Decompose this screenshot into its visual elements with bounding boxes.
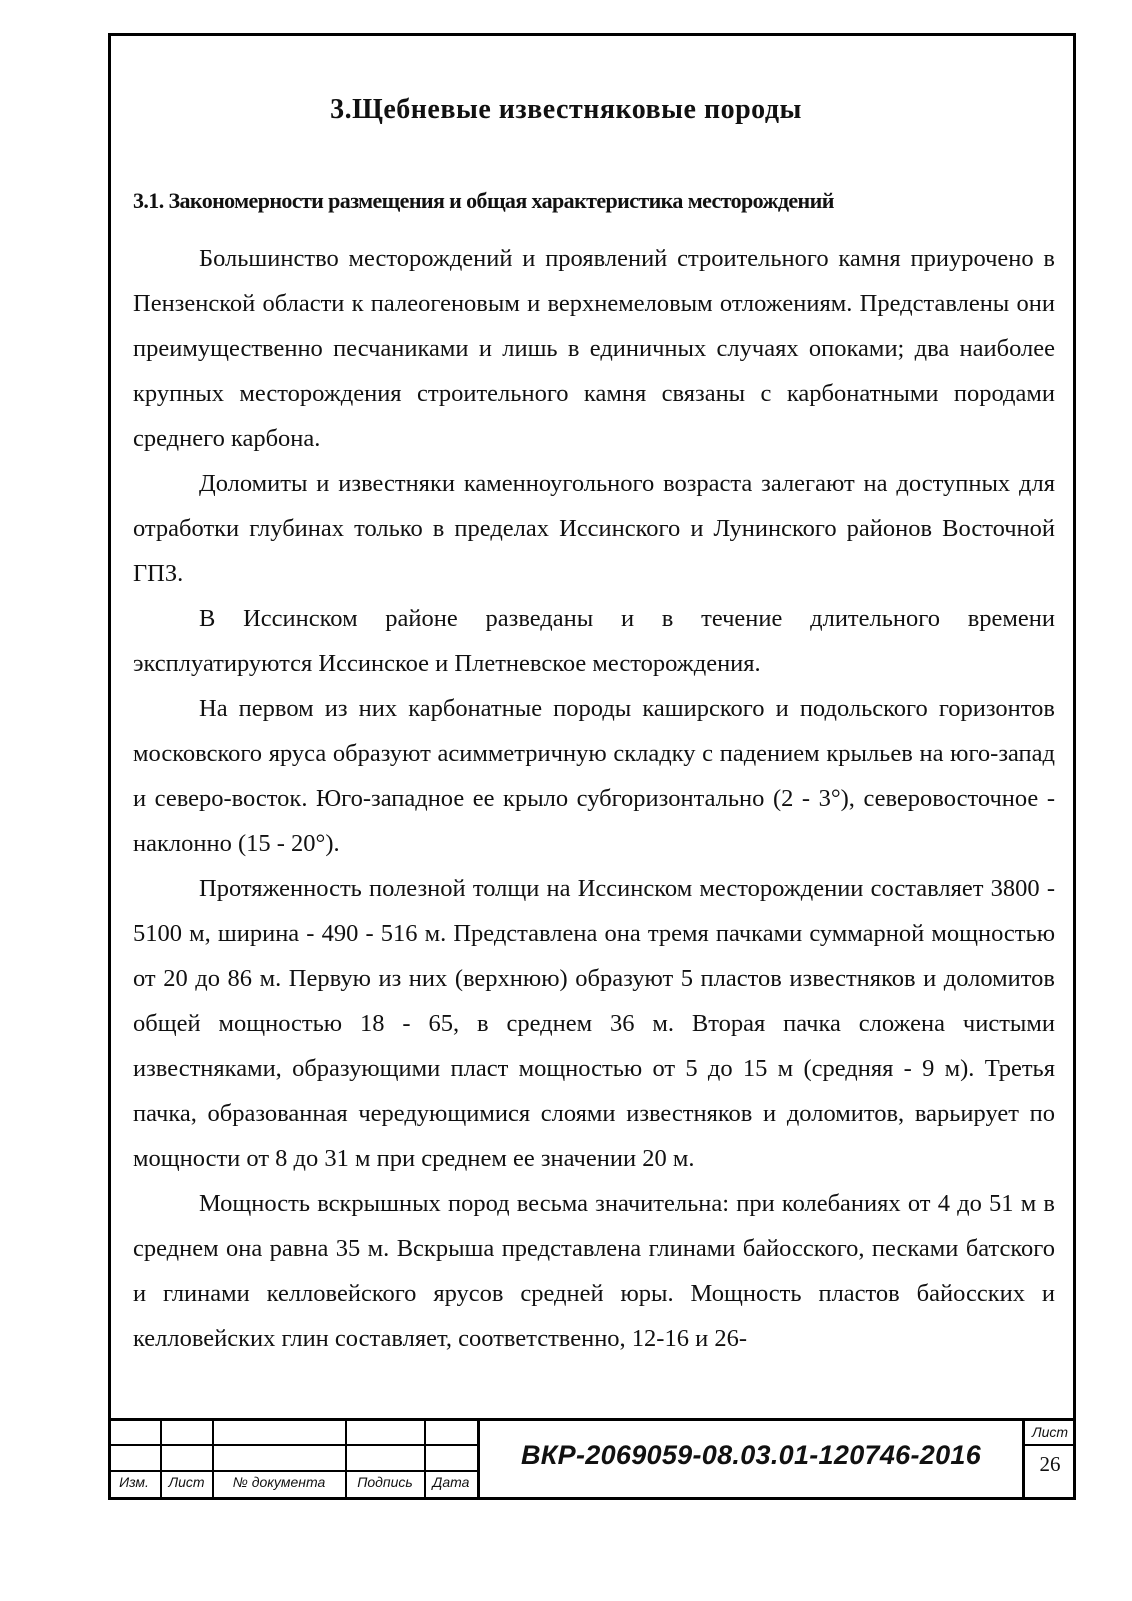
stamp-row-line <box>108 1470 478 1472</box>
sheet-cell-line <box>1024 1444 1076 1446</box>
stamp-label-sheet: Лист <box>168 1474 205 1490</box>
stamp-top-line <box>108 1418 1076 1421</box>
stamp-label-date: Дата <box>432 1474 470 1490</box>
body-text <box>133 236 1055 1361</box>
paragraph: Протяженность полезной толщи на Иссинском месторождении составляет 3800 - 5100 м, ширина - 490 - 516 м. Представлена она тремя пачками суммарной мощностью от 20 до 86 м. Первую из них (верхнюю) образуют 5 пластов известняков и доломитов общей мощностью 18 - 65, в среднем 36 м. Вторая пачка сложена чистыми известняками, образующими пласт мощностью от 5 до 15 м (средняя - 9 м). Третья пачка, образованная чередующимися слоями известняков и доломитов, варьирует по мощности от 8 до 31 м при среднем ее значении 20 м. <box>133 875 1055 1172</box>
document-code: ВКР-2069059-08.03.01-120746-2016 <box>520 1440 982 1470</box>
page-title: 3.Щебневые известняковые породы <box>330 94 802 125</box>
stamp-row-line <box>108 1444 478 1446</box>
sheet-label: Лист <box>1031 1424 1069 1440</box>
stamp-label-change: Изм. <box>119 1474 149 1490</box>
paragraph: Доломиты и известняки каменноугольного возраста залегают на доступных для отработки глубинах только в пределах Иссинского и Лунинского районов Восточной ГПЗ. <box>133 470 1055 587</box>
stamp-label-document: № документа <box>232 1474 326 1490</box>
paragraph: Большинство месторождений и проявлений строительного камня приурочено в Пензенской области к палеогеновым и верхнемеловым отложениям. Представлены они преимущественно песчаниками и лишь в единичных случаях опоками; два наиболее крупных месторождения строительного камня связаны с карбонатными породами среднего карбона. <box>133 245 1055 452</box>
paragraph: В Иссинском районе разведаны и в течение длительного времени эксплуатируются Иссинское и Плетневское месторождения. <box>133 605 1055 677</box>
sheet-number: 26 <box>1039 1452 1061 1476</box>
paragraph: На первом из них карбонатные породы каширского и подольского горизонтов московского яруса образуют асимметричную складку с падением крыльев на юго-запад и северо-восток. Юго-западное ее крыло субгоризонтально (2 - 3°), северовосточное - наклонно (15 - 20°). <box>133 695 1055 857</box>
section-heading: 3.1. Закономерности размещения и общая характеристика месторождений <box>133 188 834 213</box>
paragraph: Мощность вскрышных пород весьма значительна: при колебаниях от 4 до 51 м в среднем она равна 35 м. Вскрыша представлена глинами байосского, песками батского и глинами келловейского ярусов средней юры. Мощность пластов байосских и келловейских глин составляет, соответственно, 12-16 и 26- <box>133 1190 1055 1352</box>
stamp-label-signature: Подпись <box>357 1474 413 1490</box>
